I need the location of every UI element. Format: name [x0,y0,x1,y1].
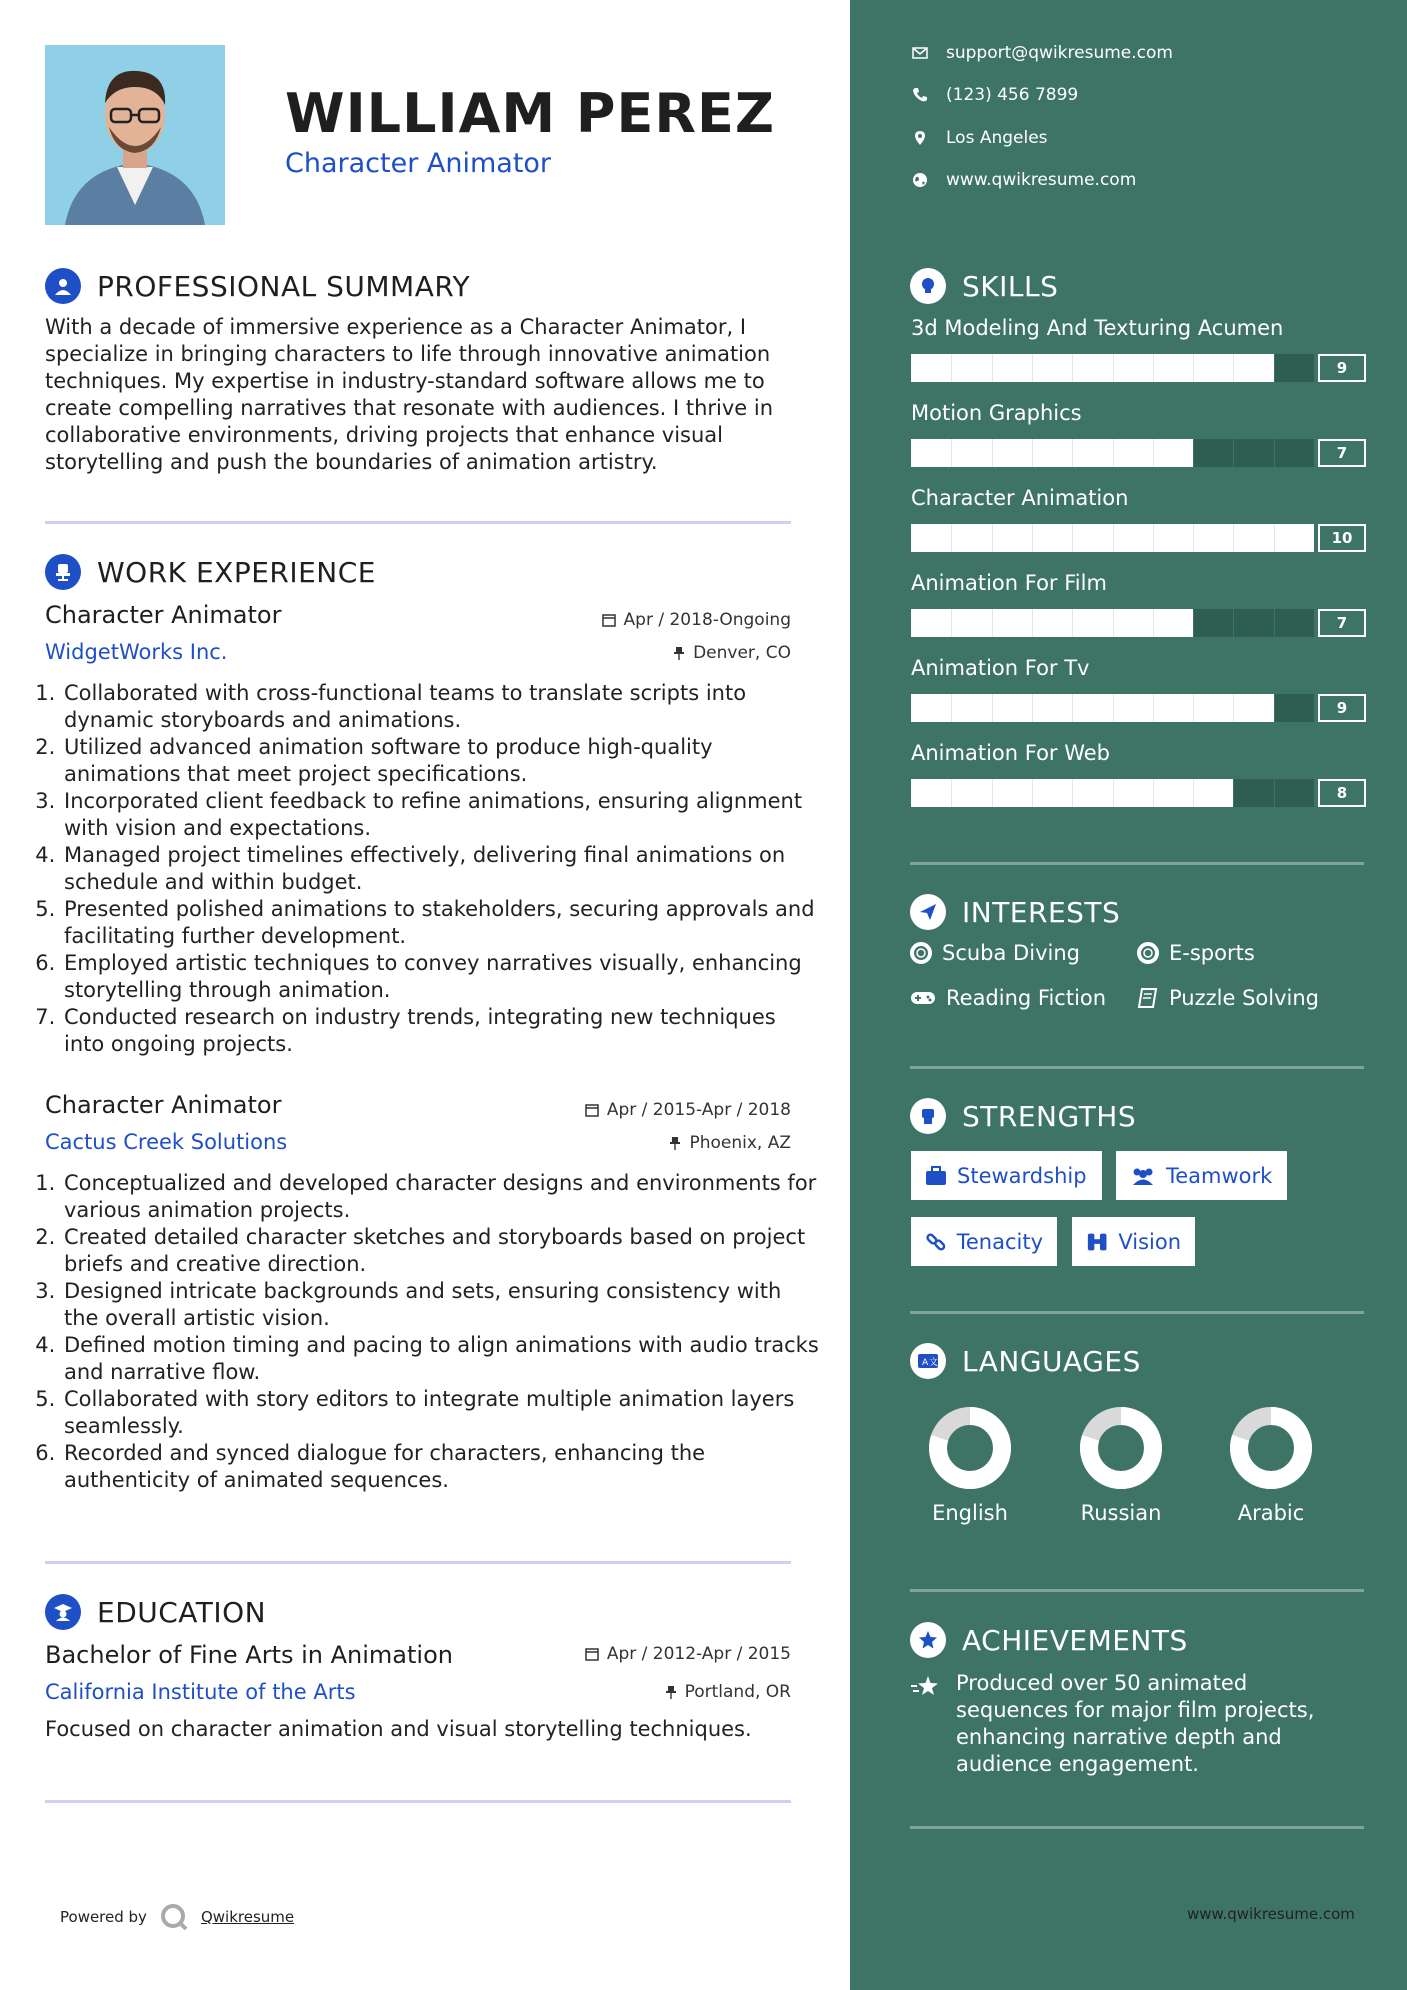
education-title: EDUCATION [97,1595,267,1629]
divider [910,1826,1364,1829]
qwikresume-link[interactable]: Qwikresume [200,1908,295,1926]
skill-level: 8 [1318,779,1366,807]
skill-bar-segment [1032,524,1033,552]
qwikresume-logo-icon [159,1902,189,1932]
education-description: Focused on character animation and visual storytelling techniques. [45,1717,752,1741]
language-label: English [932,1501,1008,1525]
achievements-header [910,1622,1188,1658]
skill-bar [911,354,1314,382]
job-2-title: Character Animator [45,1091,282,1119]
education-location [665,1682,791,1702]
phone-text: (123) 456 7899 [946,85,1079,105]
skill-name: Character Animation [911,486,1129,510]
divider [45,1800,791,1803]
divider [910,1589,1364,1592]
fist-icon [910,1098,946,1134]
job-1-company: WidgetWorks Inc. [45,640,228,664]
interest-label: Puzzle Solving [1169,986,1319,1010]
list-item: 4. Defined motion timing and pacing to align animations with audio tracks and narrative flow. [62,1332,822,1386]
list-item: 4. Managed project timelines effectively, delivering final animations on schedule and within budget. [62,842,822,896]
skill-bar-segment [992,524,993,552]
strength-chip [911,1151,1102,1200]
skill-bar-segment [1233,354,1234,382]
job-1-dates [602,610,791,630]
skill-bar-segment [1153,609,1154,637]
list-item: 3. Designed intricate backgrounds and sets, ensuring consistency with the overall artistic vision. [62,1278,822,1332]
divider [910,1311,1364,1314]
profile-photo [45,45,225,225]
skill-bar-segment [1153,354,1154,382]
envelope-icon [912,45,928,61]
footer-website-link[interactable]: www.qwikresume.com [1187,1905,1355,1923]
pin-icon [673,646,685,660]
interest-label: Scuba Diving [942,941,1080,965]
divider [910,1066,1364,1069]
life-ring-icon [1137,942,1159,964]
divider [45,1561,791,1564]
skill-bar-segment [1113,354,1114,382]
calendar-icon [585,1647,599,1661]
job-1-title: Character Animator [45,601,282,629]
candidate-name: WILLIAM PEREZ [285,82,775,145]
work-header [45,554,376,590]
strength-label: Stewardship [957,1163,1087,1188]
skill-bar-segment [1193,609,1194,637]
interest-item [1137,941,1255,965]
skill-bar-segment [1274,609,1275,637]
job-2-company: Cactus Creek Solutions [45,1130,288,1154]
life-ring-icon [910,942,932,964]
summary-text: With a decade of immersive experience as a Character Animator, I specialize in bringing characters to life through innovative animation techniques. My expertise in industry-standard software allows me to create compelling narratives that resonate with audiences. I thrive in collaborative environments, driving projects that enhance visual storytelling and push the boundaries of animation artistry. [45,315,774,474]
achievement-text: Produced over 50 animated sequences for major film projects, enhancing narrative depth and audience engagement. [956,1671,1315,1776]
paper-plane-icon [910,894,946,930]
skill-bar-fill [911,439,1193,467]
skill-name: Motion Graphics [911,401,1082,425]
skill-bar-segment [1193,524,1194,552]
list-item: 2. Utilized advanced animation software to produce high-quality animations that meet project specifications. [62,734,822,788]
interests-header [910,894,1120,930]
language-donut [1078,1405,1164,1491]
skill-level: 7 [1318,439,1366,467]
skill-bar-segment [1032,354,1033,382]
skills-header [910,268,1058,304]
skill-bar-segment [1072,439,1073,467]
gamepad-icon [910,989,936,1007]
list-item: 3. Incorporated client feedback to refine animations, ensuring alignment with vision and expectations. [62,788,822,842]
skill-bar-segment [992,779,993,807]
skill-bar-segment [1193,779,1194,807]
lightbulb-icon [910,268,946,304]
powered-by [60,1902,294,1932]
skill-bar-segment [1233,524,1234,552]
list-item: 6. Recorded and synced dialogue for characters, enhancing the authenticity of animated sequences. [62,1440,822,1494]
skill-bar-segment [1072,524,1073,552]
work-title: WORK EXPERIENCE [97,555,376,589]
education-location-text: Portland, OR [684,1682,791,1702]
map-marker-icon [912,130,928,146]
contact-website[interactable] [912,170,1136,190]
pin-icon [669,1136,681,1150]
job-1-location-text: Denver, CO [693,643,791,663]
skill-bar-segment [1153,439,1154,467]
languages-header [910,1343,1141,1379]
languages-title: LANGUAGES [962,1344,1141,1378]
skill-bar-segment [1274,694,1275,722]
education-header [45,1594,266,1630]
skill-bar-segment [1274,524,1275,552]
svg-text:A: A [922,1358,929,1368]
list-item: 1. Collaborated with cross-functional teams to translate scripts into dynamic storyboards and animations. [62,680,822,734]
interest-item [910,986,1106,1010]
job-2-dates-text: Apr / 2015-Apr / 2018 [606,1100,791,1120]
link-icon [925,1231,947,1253]
shooting-star-icon [910,1674,942,1700]
language-donut [927,1405,1013,1491]
users-icon [1130,1166,1156,1186]
strength-label: Vision [1118,1229,1181,1254]
skill-bar [911,439,1314,467]
education-dates-text: Apr / 2012-Apr / 2015 [606,1644,791,1664]
skill-bar-segment [1032,779,1033,807]
interests-title: INTERESTS [962,895,1121,929]
user-icon [45,268,81,304]
skill-bar-segment [1193,354,1194,382]
strengths-header [910,1098,1136,1134]
skill-bar-segment [1233,694,1234,722]
skill-bar-segment [1153,694,1154,722]
skill-level: 9 [1318,694,1366,722]
skill-bar [911,694,1314,722]
skill-bar-segment [1113,694,1114,722]
phone-icon [912,87,928,103]
skill-bar-segment [951,694,952,722]
interest-label: E-sports [1169,941,1255,965]
star-badge-icon [910,1622,946,1658]
skill-bar-segment [1233,609,1234,637]
job-2-location-text: Phoenix, AZ [689,1133,791,1153]
skill-name: Animation For Film [911,571,1107,595]
skill-bar [911,524,1314,552]
job-2-bullets [38,1170,822,1494]
summary-header [45,268,470,304]
calendar-icon [602,613,616,627]
list-item: 5. Collaborated with story editors to integrate multiple animation layers seamlessly. [62,1386,822,1440]
email-text: support@qwikresume.com [946,43,1173,63]
list-item: 2. Created detailed character sketches and storyboards based on project briefs and creative direction. [62,1224,822,1278]
skill-bar-segment [1032,439,1033,467]
skill-bar [911,779,1314,807]
skill-bar-segment [1072,354,1073,382]
education-dates [585,1644,791,1664]
list-item: 1. Conceptualized and developed character designs and environments for various animation projects. [62,1170,822,1224]
job-1-dates-text: Apr / 2018-Ongoing [623,610,791,630]
language-item [1051,1405,1191,1525]
skill-bar-segment [1274,439,1275,467]
skill-bar-fill [911,694,1274,722]
skill-bar-segment [1233,439,1234,467]
skill-bar-segment [1032,694,1033,722]
office-chair-icon [45,554,81,590]
skill-bar-segment [992,694,993,722]
skill-level: 10 [1318,524,1366,552]
skill-bar-segment [951,524,952,552]
language-item [1201,1405,1341,1525]
skill-bar-segment [1113,439,1114,467]
skill-level: 7 [1318,609,1366,637]
contact-email[interactable] [912,43,1173,63]
skill-bar-segment [1072,694,1073,722]
language-label: Russian [1080,1501,1162,1525]
interest-item [1137,986,1319,1010]
strengths-title: STRENGTHS [962,1099,1137,1133]
language-item [900,1405,1040,1525]
skill-bar-segment [992,439,993,467]
graduate-icon [45,1594,81,1630]
powered-by-label: Powered by [60,1908,147,1926]
location-text: Los Angeles [946,128,1048,148]
skill-bar-segment [1233,779,1234,807]
svg-text:文: 文 [929,1358,939,1368]
list-item: 7. Conducted research on industry trends, integrating new techniques into ongoing projects. [62,1004,822,1058]
skill-bar-segment [1193,694,1194,722]
job-1-location [673,643,791,663]
skill-bar-segment [1113,609,1114,637]
skill-bar-segment [951,354,952,382]
skill-bar-segment [951,779,952,807]
binoculars-icon [1086,1231,1108,1253]
skill-bar-segment [1274,354,1275,382]
skill-bar-fill [911,609,1193,637]
skill-bar [911,609,1314,637]
calendar-icon [585,1103,599,1117]
skill-bar-segment [1072,779,1073,807]
language-donut [1228,1405,1314,1491]
skill-bar-segment [1072,609,1073,637]
skill-level: 9 [1318,354,1366,382]
skill-bar-segment [1274,779,1275,807]
strength-label: Tenacity [956,1229,1043,1254]
divider [45,521,791,524]
skill-name: Animation For Web [911,741,1111,765]
skill-bar-segment [1113,779,1114,807]
skill-bar-segment [1193,439,1194,467]
language-label: Arabic [1237,1501,1305,1525]
skill-name: 3d Modeling And Texturing Acumen [911,316,1284,340]
interest-item [910,941,1080,965]
pin-icon [665,1685,677,1699]
list-item: 6. Employed artistic techniques to convey narratives visually, enhancing storytelling through animation. [62,950,822,1004]
translate-icon [910,1343,946,1379]
skill-name: Animation For Tv [911,656,1090,680]
achievements-title: ACHIEVEMENTS [962,1623,1188,1657]
summary-title: PROFESSIONAL SUMMARY [97,269,471,303]
globe-icon [912,172,928,188]
strength-label: Teamwork [1166,1163,1273,1188]
contact-location [912,128,1048,148]
job-1-bullets [38,680,822,1058]
job-2-dates [585,1100,791,1120]
divider [910,862,1364,865]
skill-bar-segment [1153,779,1154,807]
job-2-location [669,1133,791,1153]
list-item: 5. Presented polished animations to stakeholders, securing approvals and facilitating further development. [62,896,822,950]
skill-bar-segment [951,609,952,637]
skill-bar-segment [992,609,993,637]
skill-bar-fill [911,354,1274,382]
skill-bar-segment [951,439,952,467]
briefcase-icon [925,1166,947,1186]
strength-chip [911,1217,1057,1266]
skill-bar-segment [1113,524,1114,552]
skill-bar-segment [1032,609,1033,637]
book-icon [1137,987,1159,1009]
strength-chip [1072,1217,1195,1266]
interest-label: Reading Fiction [946,986,1107,1010]
skill-bar-segment [1153,524,1154,552]
website-text: www.qwikresume.com [946,170,1137,190]
contact-phone[interactable] [912,85,1078,105]
education-degree: Bachelor of Fine Arts in Animation [45,1641,453,1669]
strength-chip [1116,1151,1287,1200]
skills-title: SKILLS [962,269,1059,303]
candidate-role: Character Animator [285,148,552,179]
skill-bar-segment [992,354,993,382]
education-school: California Institute of the Arts [45,1680,356,1704]
